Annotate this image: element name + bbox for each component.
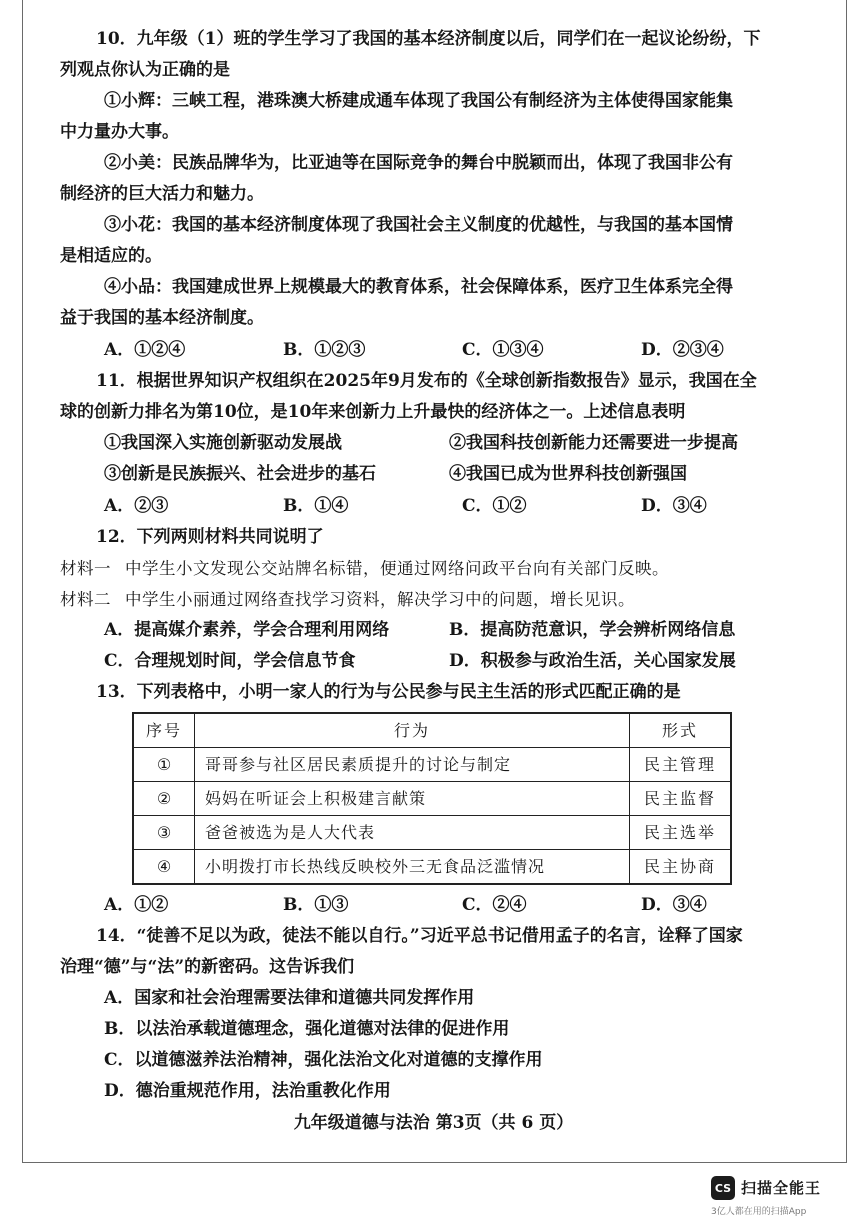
stem-line: 10．九年级（1）班的学生学习了我国的基本经济制度以后，同学们在一起议论纷纷，下 — [96, 29, 761, 49]
option-c[interactable]: C．②④ — [462, 894, 527, 915]
camscanner-logo-icon: CS — [711, 1176, 735, 1200]
page-border-bottom — [22, 1162, 847, 1163]
question-stem-cont: 列观点你认为正确的是 — [60, 60, 230, 80]
answer-options — [60, 490, 820, 522]
option-c[interactable]: C．①③④ — [462, 339, 544, 360]
material-tag: 材料一 — [60, 559, 111, 578]
question-stem-cont: 球的创新力排名为第10位，是10年来创新力上升最快的经济体之一。上述信息表明 — [60, 402, 686, 422]
statement-1: ①我国深入实施创新驱动发展战 — [104, 433, 342, 453]
table-row — [133, 850, 731, 885]
answer-options — [60, 646, 820, 677]
page-footer: 九年级道德与法治 第3页（共 6 页） — [293, 1113, 574, 1133]
question-13 — [60, 677, 820, 921]
statement-2-cont: 制经济的巨大活力和魅力。 — [60, 184, 264, 204]
statement-2: ②我国科技创新能力还需要进一步提高 — [449, 433, 738, 453]
option-a[interactable]: A．国家和社会治理需要法律和道德共同发挥作用 — [104, 988, 475, 1008]
watermark-slogan: 3亿人都在用的扫描App — [711, 1207, 807, 1217]
row-act: 爸爸被选为是人大代表 — [195, 816, 630, 850]
option-b[interactable]: B．①④ — [283, 495, 349, 516]
answer-options — [60, 334, 820, 366]
page-border-left — [22, 0, 23, 1163]
statement-4: ④我国已成为世界科技创新强国 — [449, 464, 687, 484]
row-no: ④ — [133, 850, 195, 885]
material-2 — [60, 584, 820, 615]
row-no: ② — [133, 782, 195, 816]
row-act: 哥哥参与社区居民素质提升的讨论与制定 — [195, 748, 630, 782]
page-border-right — [846, 0, 847, 1163]
option-c[interactable]: C．以道德滋养法治精神，强化法治文化对道德的支撑作用 — [104, 1050, 543, 1070]
option-d[interactable]: D．③④ — [641, 495, 707, 516]
option-d[interactable]: D．②③④ — [641, 339, 724, 360]
statement-3: ③创新是民族振兴、社会进步的基石 — [104, 464, 376, 484]
option-b[interactable]: B．①③ — [283, 894, 349, 915]
table-row — [133, 782, 731, 816]
row-no: ① — [133, 748, 195, 782]
row-act: 妈妈在听证会上积极建言献策 — [195, 782, 630, 816]
option-a[interactable]: A．提高媒介素养，学会合理利用网络 — [104, 620, 390, 640]
behavior-table — [132, 712, 732, 885]
statement-4-cont: 益于我国的基本经济制度。 — [60, 308, 264, 328]
option-d[interactable]: D．积极参与政治生活，关心国家发展 — [449, 651, 736, 671]
header-act: 行为 — [195, 713, 630, 748]
row-act: 小明拨打市长热线反映校外三无食品泛滥情况 — [195, 850, 630, 885]
option-a[interactable]: A．①② — [104, 894, 169, 915]
statement-row — [60, 428, 820, 459]
questions-content — [60, 24, 820, 1107]
option-c[interactable]: C．合理规划时间，学会信息节食 — [104, 651, 356, 671]
watermark-name: 扫描全能王 — [741, 1179, 822, 1197]
option-a[interactable]: A．①②④ — [104, 339, 186, 360]
statement-4: ④小品：我国建成世界上规模最大的教育体系，社会保障体系，医疗卫生体系完全得 — [104, 277, 733, 297]
material-1 — [60, 553, 820, 584]
scanner-watermark — [711, 1174, 851, 1222]
question-11 — [60, 366, 820, 522]
question-14 — [60, 921, 820, 1107]
question-stem: 12．下列两则材料共同说明了 — [96, 527, 324, 547]
statement-2: ②小美：民族品牌华为，比亚迪等在国际竞争的舞台中脱颖而出，体现了我国非公有 — [104, 153, 733, 173]
header-no: 序号 — [133, 713, 195, 748]
table-row — [133, 816, 731, 850]
statement-3-cont: 是相适应的。 — [60, 246, 162, 266]
row-form: 民主协商 — [630, 850, 732, 885]
answer-options — [60, 889, 820, 921]
row-no: ③ — [133, 816, 195, 850]
header-form: 形式 — [630, 713, 732, 748]
question-stem: 14．“徒善不足以为政，徒法不能以自行。”习近平总书记借用孟子的名言，诠释了国家 — [96, 926, 743, 946]
option-d[interactable]: D．德治重规范作用，法治重教化作用 — [104, 1081, 391, 1101]
option-c[interactable]: C．①② — [462, 495, 527, 516]
option-b[interactable]: B．以法治承载道德理念，强化道德对法律的促进作用 — [104, 1019, 510, 1039]
material-text: 中学生小文发现公交站牌名标错，便通过网络问政平台向有关部门反映。 — [125, 559, 669, 578]
row-form: 民主管理 — [630, 748, 732, 782]
question-12 — [60, 522, 820, 677]
statement-3: ③小花：我国的基本经济制度体现了我国社会主义制度的优越性，与我国的基本国情 — [104, 215, 733, 235]
question-10 — [60, 24, 820, 366]
statement-row — [60, 459, 820, 490]
question-stem-cont: 治理“德”与“法”的新密码。这告诉我们 — [60, 957, 355, 977]
question-stem — [60, 24, 820, 55]
table-header-row — [133, 713, 731, 748]
answer-options — [60, 615, 820, 646]
option-b[interactable]: B．提高防范意识，学会辨析网络信息 — [449, 620, 736, 640]
question-stem: 13．下列表格中，小明一家人的行为与公民参与民主生活的形式匹配正确的是 — [96, 682, 681, 702]
option-b[interactable]: B．①②③ — [283, 339, 366, 360]
row-form: 民主监督 — [630, 782, 732, 816]
option-d[interactable]: D．③④ — [641, 894, 707, 915]
question-stem: 11．根据世界知识产权组织在2025年9月发布的《全球创新指数报告》显示，我国在全 — [96, 371, 757, 391]
statement-1: ①小辉：三峡工程，港珠澳大桥建成通车体现了我国公有制经济为主体使得国家能集 — [104, 91, 733, 111]
option-a[interactable]: A．②③ — [104, 495, 169, 516]
material-tag: 材料二 — [60, 590, 111, 609]
table-row — [133, 748, 731, 782]
row-form: 民主选举 — [630, 816, 732, 850]
statement-1-cont: 中力量办大事。 — [60, 122, 179, 142]
material-text: 中学生小丽通过网络查找学习资料，解决学习中的问题，增长见识。 — [125, 590, 635, 609]
